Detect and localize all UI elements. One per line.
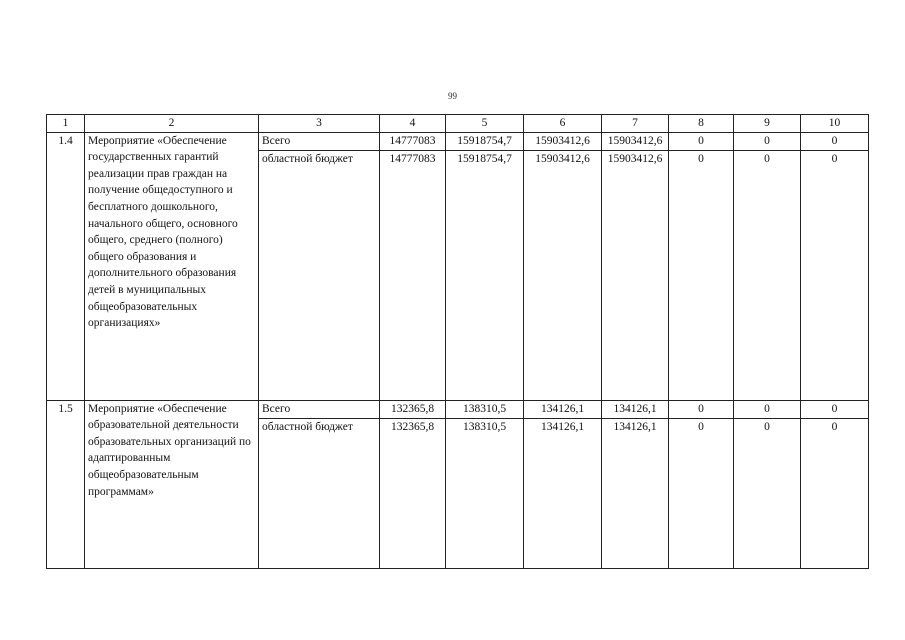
column-header: 6 [524, 115, 602, 133]
measure-number: 1.5 [47, 400, 85, 568]
value-cell: 132365,8 [380, 418, 446, 568]
value-cell: 0 [801, 418, 869, 568]
value-cell: 0 [734, 400, 801, 418]
value-cell: 0 [669, 400, 734, 418]
column-header: 3 [259, 115, 380, 133]
value-cell: 0 [801, 400, 869, 418]
measure-number: 1.4 [47, 132, 85, 400]
table-row [47, 132, 869, 150]
page-number: 99 [448, 91, 457, 101]
measure-name: Мероприятие «Обеспечение образовательной деятельности образовательных организаций по адаптированным общеобразовательным программам» [85, 400, 259, 568]
column-header: 9 [734, 115, 801, 133]
value-cell: 15918754,7 [446, 150, 524, 400]
funding-source: областной бюджет [259, 150, 380, 400]
header-row [47, 115, 869, 133]
value-cell: 0 [734, 132, 801, 150]
value-cell: 15903412,6 [602, 132, 669, 150]
value-cell: 0 [669, 132, 734, 150]
value-cell: 14777083 [380, 150, 446, 400]
column-header: 5 [446, 115, 524, 133]
value-cell: 15918754,7 [446, 132, 524, 150]
table-row [47, 400, 869, 418]
funding-source: Всего [259, 400, 380, 418]
column-header: 2 [85, 115, 259, 133]
value-cell: 0 [669, 150, 734, 400]
value-cell: 15903412,6 [524, 150, 602, 400]
funding-source: Всего [259, 132, 380, 150]
value-cell: 0 [734, 150, 801, 400]
budget-table [46, 114, 869, 569]
column-header: 1 [47, 115, 85, 133]
value-cell: 134126,1 [602, 400, 669, 418]
value-cell: 134126,1 [602, 418, 669, 568]
value-cell: 0 [734, 418, 801, 568]
value-cell: 15903412,6 [602, 150, 669, 400]
column-header: 8 [669, 115, 734, 133]
column-header: 7 [602, 115, 669, 133]
value-cell: 134126,1 [524, 400, 602, 418]
value-cell: 15903412,6 [524, 132, 602, 150]
measure-name: Мероприятие «Обеспечение государственных гарантий реализации прав граждан на получение общедоступного и бесплатного дошкольного, начального общего, основного общего, среднего (полного) общего образования и дополнительного образования детей в муниципальных общеобразовательных организациях» [85, 132, 259, 400]
column-header: 4 [380, 115, 446, 133]
value-cell: 14777083 [380, 132, 446, 150]
value-cell: 0 [801, 132, 869, 150]
value-cell: 138310,5 [446, 400, 524, 418]
value-cell: 134126,1 [524, 418, 602, 568]
value-cell: 0 [669, 418, 734, 568]
column-header: 10 [801, 115, 869, 133]
funding-source: областной бюджет [259, 418, 380, 568]
value-cell: 0 [801, 150, 869, 400]
value-cell: 138310,5 [446, 418, 524, 568]
value-cell: 132365,8 [380, 400, 446, 418]
